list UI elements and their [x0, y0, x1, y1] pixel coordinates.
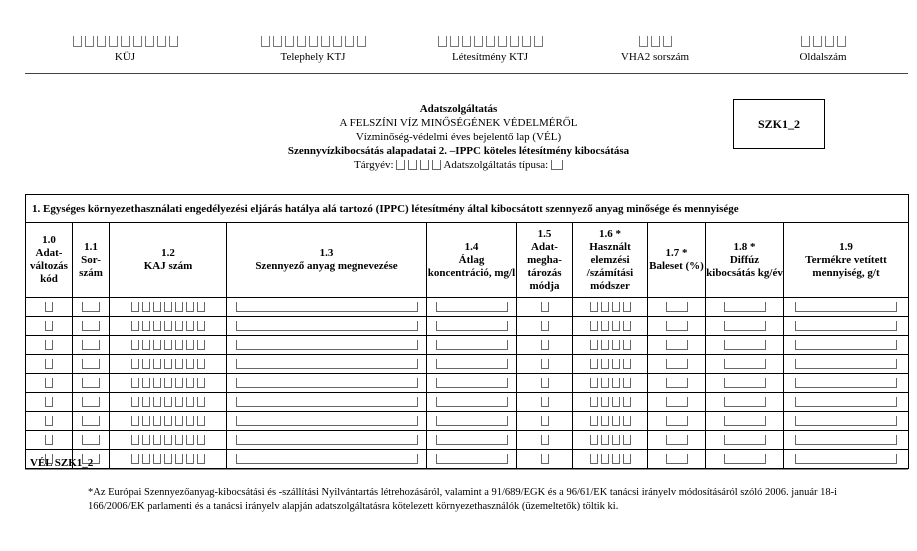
input-field[interactable]: [724, 340, 766, 350]
cell-termekre-vetitett[interactable]: [784, 412, 909, 431]
field-telephely-ktj[interactable]: [248, 36, 378, 63]
cell-sorszam[interactable]: [73, 317, 110, 336]
vha2-label: VHA2 sorszám: [620, 51, 690, 63]
cell-szennyezo-anyag[interactable]: [227, 317, 427, 336]
col-header-adatmeghatarozas-modja: [517, 223, 573, 298]
input-field[interactable]: [724, 378, 766, 388]
input-field[interactable]: [795, 302, 897, 312]
input-field[interactable]: [724, 302, 766, 312]
col-header-termekre-vetitett: [784, 223, 909, 298]
tipus-label: Adatszolgáltatás típusa:: [443, 159, 549, 171]
cell-elemzesi-modszer[interactable]: [573, 355, 648, 374]
cell-diffuz-kibocsatas[interactable]: [706, 450, 784, 469]
header-divider: [25, 73, 908, 74]
input-field[interactable]: [436, 359, 508, 369]
input-field[interactable]: [236, 302, 418, 312]
table-row: [26, 317, 909, 336]
col-number: 1.4: [464, 240, 479, 253]
cell-kaj-szam[interactable]: [110, 450, 227, 469]
targyev-row: [0, 158, 917, 172]
cell-szennyezo-anyag[interactable]: [227, 431, 427, 450]
col-header-atlag-koncentracio: [427, 223, 517, 298]
cell-adatmeghatarozas-modja[interactable]: [517, 355, 573, 374]
cell-sorszam[interactable]: [73, 431, 110, 450]
cell-adatvaltozas-kod[interactable]: [26, 355, 73, 374]
col-label: Sor-szám: [79, 253, 103, 279]
cell-kaj-szam[interactable]: [110, 355, 227, 374]
table-row: [26, 412, 909, 431]
field-vha2-sorszam[interactable]: [605, 36, 705, 63]
cell-szennyezo-anyag[interactable]: [227, 355, 427, 374]
cell-diffuz-kibocsatas[interactable]: [706, 374, 784, 393]
title-line-2: A FELSZÍNI VÍZ MINŐSÉGÉNEK VÉDELMÉRŐL: [339, 117, 578, 129]
col-number: 1.9: [839, 240, 853, 253]
cell-diffuz-kibocsatas[interactable]: [706, 431, 784, 450]
field-oldalszam[interactable]: [778, 36, 868, 63]
col-number: 1.5: [537, 227, 552, 240]
input-boxes[interactable]: [131, 359, 205, 369]
col-label: Átlag koncentráció, mg/l: [427, 253, 516, 279]
input-field[interactable]: [666, 416, 688, 426]
oldalszam-label: Oldalszám: [799, 51, 847, 63]
input-boxes[interactable]: [541, 359, 549, 369]
cell-termekre-vetitett[interactable]: [784, 355, 909, 374]
col-number: 1.1: [84, 240, 98, 253]
title-line-3: Vízminőség-védelmi éves bejelentő lap (VÉL): [355, 131, 562, 143]
cell-adatvaltozas-kod[interactable]: [26, 431, 73, 450]
cell-adatmeghatarozas-modja[interactable]: [517, 431, 573, 450]
field-kuj[interactable]: [60, 36, 190, 63]
cell-baleset[interactable]: [648, 336, 706, 355]
cell-elemzesi-modszer[interactable]: [573, 431, 648, 450]
cell-baleset[interactable]: [648, 393, 706, 412]
input-boxes[interactable]: [45, 378, 53, 388]
cell-adatmeghatarozas-modja[interactable]: [517, 374, 573, 393]
input-field[interactable]: [666, 359, 688, 369]
col-number: 1.7 *: [665, 247, 688, 259]
title-line-4: Szennyvízkibocsátás alapadatai 2. –IPPC köteles létesítmény kibocsátása: [287, 145, 630, 157]
cell-baleset[interactable]: [648, 317, 706, 336]
input-boxes[interactable]: [45, 321, 53, 331]
cell-adatvaltozas-kod[interactable]: [26, 336, 73, 355]
table-row: [26, 355, 909, 374]
col-header-baleset: [648, 223, 706, 298]
cell-adatvaltozas-kod[interactable]: [26, 412, 73, 431]
field-letesitmeny-ktj[interactable]: [425, 36, 555, 63]
input-field[interactable]: [436, 340, 508, 350]
input-field[interactable]: [436, 416, 508, 426]
title-line-1: Adatszolgáltatás: [419, 103, 498, 115]
cell-termekre-vetitett[interactable]: [784, 336, 909, 355]
cell-adatvaltozas-kod[interactable]: [26, 393, 73, 412]
cell-elemzesi-modszer[interactable]: [573, 412, 648, 431]
targyev-input[interactable]: [396, 160, 441, 170]
input-field[interactable]: [236, 340, 418, 350]
input-field[interactable]: [666, 397, 688, 407]
input-field[interactable]: [724, 435, 766, 445]
input-field[interactable]: [436, 397, 508, 407]
cell-adatmeghatarozas-modja[interactable]: [517, 336, 573, 355]
cell-sorszam[interactable]: [73, 336, 110, 355]
cell-termekre-vetitett[interactable]: [784, 317, 909, 336]
cell-sorszam[interactable]: [73, 393, 110, 412]
letesitmeny-ktj-label: Létesítmény KTJ: [451, 51, 529, 63]
cell-baleset[interactable]: [648, 431, 706, 450]
input-boxes[interactable]: [541, 378, 549, 388]
input-boxes[interactable]: [590, 359, 631, 369]
col-label: Termékre vetített mennyiség, g/t: [805, 253, 887, 279]
tipus-input[interactable]: [551, 160, 563, 170]
cell-diffuz-kibocsatas[interactable]: [706, 317, 784, 336]
cell-sorszam[interactable]: [73, 298, 110, 317]
input-boxes[interactable]: [541, 397, 549, 407]
col-number: 1.8 *: [733, 240, 756, 253]
input-field[interactable]: [236, 454, 418, 464]
input-boxes[interactable]: [590, 454, 631, 464]
col-label: Adat-megha-tározás módja: [527, 240, 562, 292]
input-boxes[interactable]: [45, 435, 53, 445]
letesitmeny-ktj-boxes[interactable]: [425, 36, 555, 48]
input-field[interactable]: [666, 435, 688, 445]
input-boxes[interactable]: [541, 416, 549, 426]
input-field[interactable]: [666, 302, 688, 312]
footer-divider: [25, 469, 908, 470]
cell-elemzesi-modszer[interactable]: [573, 374, 648, 393]
cell-kaj-szam[interactable]: [110, 336, 227, 355]
cell-sorszam[interactable]: [73, 355, 110, 374]
footer-label: VÉL SZK1_2: [30, 457, 94, 469]
input-field[interactable]: [82, 378, 100, 388]
input-boxes[interactable]: [131, 378, 205, 388]
cell-diffuz-kibocsatas[interactable]: [706, 336, 784, 355]
cell-szennyezo-anyag[interactable]: [227, 374, 427, 393]
input-boxes[interactable]: [45, 340, 53, 350]
input-field[interactable]: [724, 454, 766, 464]
cell-adatmeghatarozas-modja[interactable]: [517, 412, 573, 431]
cell-adatvaltozas-kod[interactable]: [26, 374, 73, 393]
cell-termekre-vetitett[interactable]: [784, 374, 909, 393]
table-row: [26, 298, 909, 317]
table-row: [26, 374, 909, 393]
input-field[interactable]: [795, 321, 897, 331]
cell-adatmeghatarozas-modja[interactable]: [517, 393, 573, 412]
cell-kaj-szam[interactable]: [110, 298, 227, 317]
col-number: 1.3: [319, 247, 334, 259]
col-number: 1.6 *: [599, 227, 621, 240]
cell-baleset[interactable]: [648, 450, 706, 469]
cell-elemzesi-modszer[interactable]: [573, 393, 648, 412]
cell-szennyezo-anyag[interactable]: [227, 412, 427, 431]
input-boxes[interactable]: [131, 321, 205, 331]
cell-termekre-vetitett[interactable]: [784, 450, 909, 469]
footnote: *Az Európai Szennyezőanyag-kibocsátási és -szállítási Nyilvántartás létrehozásáról, valamint a 91/689/EGK és a 96/61/EK tanácsi irányelv módosításáról szóló 2006. január 18-i 166/2006/EK parlamenti és a tanácsi irányelv alapján adatszolgáltatásra kötelezett környezethasználók (üzemeltetők) töltik ki.: [88, 487, 838, 512]
input-field[interactable]: [236, 416, 418, 426]
input-field[interactable]: [724, 321, 766, 331]
col-label: Szennyező anyag megnevezése: [255, 260, 398, 272]
input-boxes[interactable]: [590, 340, 631, 350]
cell-kaj-szam[interactable]: [110, 412, 227, 431]
cell-atlag-koncentracio[interactable]: [427, 450, 517, 469]
cell-kaj-szam[interactable]: [110, 431, 227, 450]
input-field[interactable]: [82, 416, 100, 426]
kuj-label: KÜJ: [114, 51, 136, 63]
input-field[interactable]: [236, 321, 418, 331]
table-row: [26, 431, 909, 450]
cell-baleset[interactable]: [648, 298, 706, 317]
cell-atlag-koncentracio[interactable]: [427, 412, 517, 431]
cell-adatmeghatarozas-modja[interactable]: [517, 450, 573, 469]
telephely-ktj-boxes[interactable]: [248, 36, 378, 48]
input-boxes[interactable]: [131, 454, 205, 464]
input-boxes[interactable]: [541, 321, 549, 331]
cell-szennyezo-anyag[interactable]: [227, 393, 427, 412]
cell-diffuz-kibocsatas[interactable]: [706, 298, 784, 317]
form-code-box: SZK1_2: [733, 99, 825, 149]
input-boxes[interactable]: [590, 321, 631, 331]
input-boxes[interactable]: [541, 302, 549, 312]
col-header-kaj-szam: [110, 223, 227, 298]
cell-termekre-vetitett[interactable]: [784, 298, 909, 317]
input-field[interactable]: [436, 321, 508, 331]
col-label: Adat-változás kód: [30, 247, 68, 285]
cell-adatvaltozas-kod[interactable]: [26, 298, 73, 317]
input-field[interactable]: [236, 378, 418, 388]
input-boxes[interactable]: [541, 435, 549, 445]
cell-termekre-vetitett[interactable]: [784, 431, 909, 450]
input-field[interactable]: [795, 359, 897, 369]
data-table: [25, 194, 909, 469]
cell-diffuz-kibocsatas[interactable]: [706, 412, 784, 431]
cell-atlag-koncentracio[interactable]: [427, 298, 517, 317]
table-row: [26, 336, 909, 355]
input-boxes[interactable]: [590, 416, 631, 426]
cell-szennyezo-anyag[interactable]: [227, 450, 427, 469]
cell-sorszam[interactable]: [73, 374, 110, 393]
input-field[interactable]: [82, 302, 100, 312]
col-header-adatvaltozas-kod: [26, 223, 73, 298]
input-field[interactable]: [82, 321, 100, 331]
kuj-boxes[interactable]: [60, 36, 190, 48]
input-boxes[interactable]: [131, 340, 205, 350]
cell-elemzesi-modszer[interactable]: [573, 336, 648, 355]
col-label: Használt elemzési /számítási módszer: [586, 240, 634, 292]
input-boxes[interactable]: [131, 397, 205, 407]
col-header-sorszam: [73, 223, 110, 298]
input-field[interactable]: [795, 378, 897, 388]
cell-baleset[interactable]: [648, 355, 706, 374]
input-field[interactable]: [795, 454, 897, 464]
cell-adatmeghatarozas-modja[interactable]: [517, 317, 573, 336]
input-field[interactable]: [82, 397, 100, 407]
input-boxes[interactable]: [541, 454, 549, 464]
input-field[interactable]: [436, 302, 508, 312]
input-boxes[interactable]: [131, 435, 205, 445]
cell-adatvaltozas-kod[interactable]: [26, 317, 73, 336]
input-boxes[interactable]: [45, 359, 53, 369]
input-boxes[interactable]: [131, 416, 205, 426]
cell-baleset[interactable]: [648, 412, 706, 431]
input-boxes[interactable]: [590, 397, 631, 407]
input-boxes[interactable]: [590, 302, 631, 312]
col-header-diffuz-kibocsatas: [706, 223, 784, 298]
cell-baleset[interactable]: [648, 374, 706, 393]
input-field[interactable]: [666, 454, 688, 464]
cell-kaj-szam[interactable]: [110, 317, 227, 336]
input-field[interactable]: [795, 435, 897, 445]
cell-szennyezo-anyag[interactable]: [227, 298, 427, 317]
col-number: 1.0: [42, 234, 56, 246]
input-boxes[interactable]: [590, 435, 631, 445]
input-field[interactable]: [795, 416, 897, 426]
input-field[interactable]: [436, 435, 508, 445]
col-header-elemzesi-modszer: [573, 223, 648, 298]
input-field[interactable]: [795, 397, 897, 407]
input-field[interactable]: [666, 321, 688, 331]
table-row: [26, 450, 909, 469]
cell-atlag-koncentracio[interactable]: [427, 355, 517, 374]
input-field[interactable]: [236, 359, 418, 369]
input-boxes[interactable]: [45, 302, 53, 312]
telephely-ktj-label: Telephely KTJ: [280, 51, 346, 63]
input-boxes[interactable]: [45, 397, 53, 407]
table-row: [26, 393, 909, 412]
input-field[interactable]: [82, 340, 100, 350]
input-field[interactable]: [724, 416, 766, 426]
input-boxes[interactable]: [45, 416, 53, 426]
input-field[interactable]: [82, 359, 100, 369]
cell-atlag-koncentracio[interactable]: [427, 336, 517, 355]
col-label: KAJ szám: [143, 260, 193, 272]
cell-kaj-szam[interactable]: [110, 374, 227, 393]
cell-szennyezo-anyag[interactable]: [227, 336, 427, 355]
cell-atlag-koncentracio[interactable]: [427, 374, 517, 393]
cell-sorszam[interactable]: [73, 412, 110, 431]
vha2-boxes[interactable]: [605, 36, 705, 48]
targyev-label: Tárgyév:: [354, 159, 394, 171]
input-field[interactable]: [236, 435, 418, 445]
oldalszam-boxes[interactable]: [778, 36, 868, 48]
cell-termekre-vetitett[interactable]: [784, 393, 909, 412]
col-header-szennyezo-anyag: [227, 223, 427, 298]
input-field[interactable]: [666, 378, 688, 388]
cell-atlag-koncentracio[interactable]: [427, 317, 517, 336]
input-field[interactable]: [724, 359, 766, 369]
cell-kaj-szam[interactable]: [110, 393, 227, 412]
input-boxes[interactable]: [590, 378, 631, 388]
cell-adatmeghatarozas-modja[interactable]: [517, 298, 573, 317]
input-field[interactable]: [436, 378, 508, 388]
cell-atlag-koncentracio[interactable]: [427, 393, 517, 412]
cell-atlag-koncentracio[interactable]: [427, 431, 517, 450]
input-field[interactable]: [666, 340, 688, 350]
cell-elemzesi-modszer[interactable]: [573, 450, 648, 469]
input-field[interactable]: [436, 454, 508, 464]
input-field[interactable]: [82, 435, 100, 445]
cell-elemzesi-modszer[interactable]: [573, 317, 648, 336]
col-label: Diffúz kibocsátás kg/év: [706, 253, 783, 279]
cell-elemzesi-modszer[interactable]: [573, 298, 648, 317]
input-boxes[interactable]: [131, 302, 205, 312]
input-field[interactable]: [795, 340, 897, 350]
input-boxes[interactable]: [541, 340, 549, 350]
cell-diffuz-kibocsatas[interactable]: [706, 355, 784, 374]
table-title: 1. Egységes környezethasználati engedélyezési eljárás hatálya alá tartozó (IPPC) létesítmény által kibocsátott szennyező anyag minősége és mennyisége: [26, 195, 909, 223]
cell-diffuz-kibocsatas[interactable]: [706, 393, 784, 412]
col-label: Baleset (%): [649, 260, 704, 272]
col-number: 1.2: [161, 247, 175, 259]
input-field[interactable]: [724, 397, 766, 407]
input-field[interactable]: [236, 397, 418, 407]
